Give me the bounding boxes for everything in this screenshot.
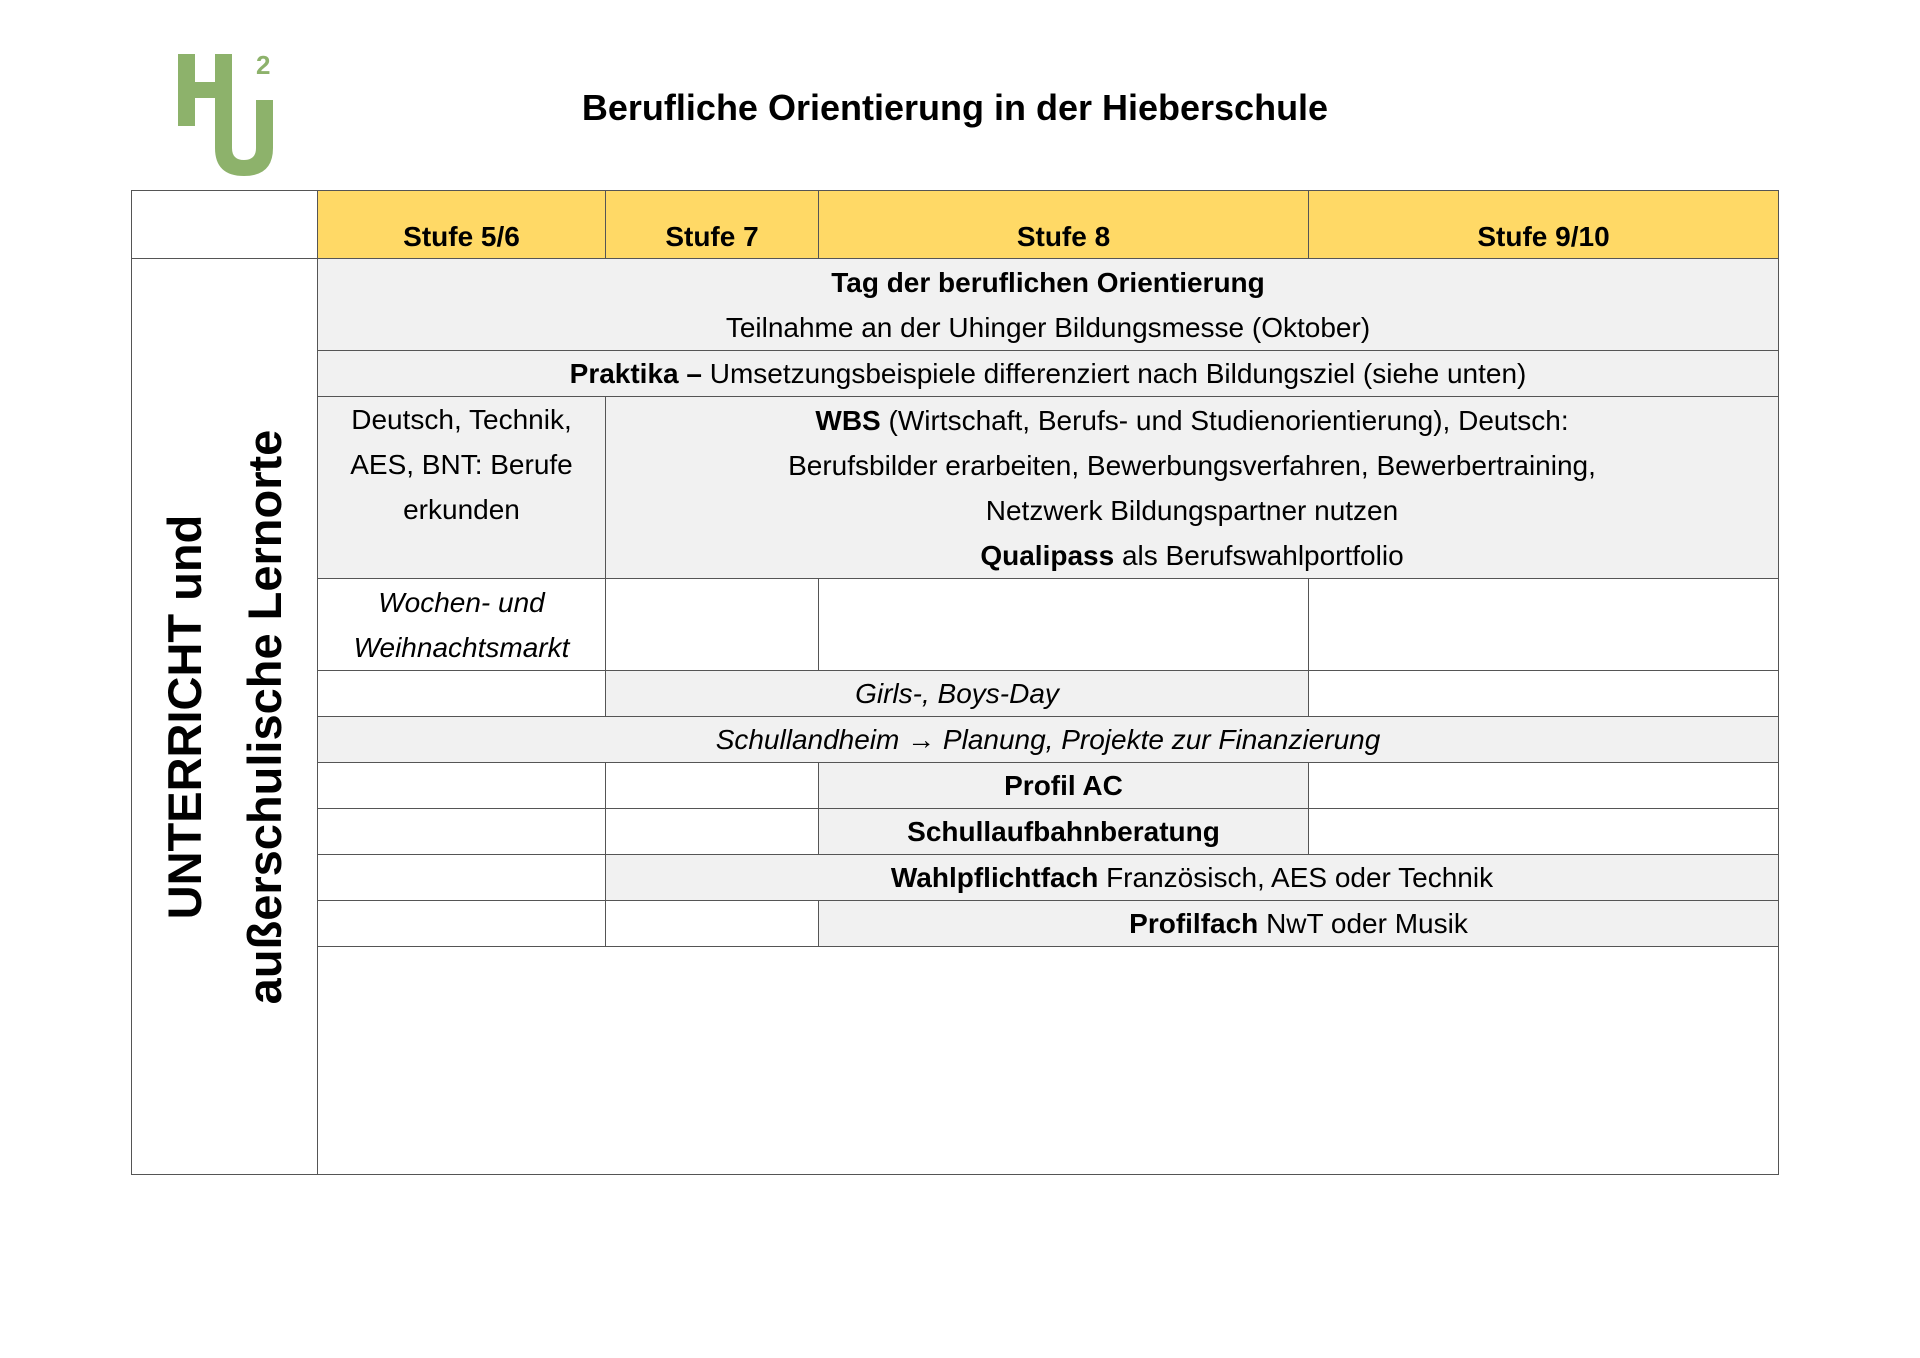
empty-cell (318, 763, 606, 809)
wbs-line1: (Wirtschaft, Berufs- und Studienorientierung), Deutsch: (880, 404, 1569, 436)
empty-cell (1309, 579, 1779, 671)
table-row (132, 947, 1779, 1175)
girls-boys-day-cell: Girls-, Boys-Day (606, 671, 1309, 717)
empty-cell (318, 671, 606, 717)
profilfach-text: NwT oder Musik (1258, 908, 1468, 939)
header-stage-8: Stufe 8 (819, 191, 1309, 259)
svg-text:2: 2 (256, 50, 271, 80)
tag-subtitle: Teilnahme an der Uhinger Bildungsmesse (Oktober) (725, 311, 1371, 343)
empty-cell (1309, 671, 1779, 717)
side-label (145, 429, 305, 1004)
wahlpflicht-bold: Wahlpflichtfach (890, 862, 1099, 893)
markt-line1: Wochen- und (378, 586, 545, 618)
schullandheim-part2: Planung, Projekte zur Finanzierung (935, 724, 1381, 755)
profilfach-cell (819, 901, 1779, 947)
wbs-line4: als Berufswahlportfolio (1114, 539, 1404, 571)
schullandheim-part1: Schullandheim (715, 724, 908, 755)
school-logo (175, 48, 280, 178)
empty-cell (1309, 809, 1779, 855)
schullaufbahnberatung-cell: Schullaufbahnberatung (819, 809, 1309, 855)
wbs-line2: Berufsbilder erarbeiten, Bewerbungsverfahren, Bewerbertraining, (788, 449, 1596, 481)
side-label-cell (132, 259, 318, 1175)
header-row (132, 191, 1779, 259)
orientation-table (131, 190, 1779, 1175)
table-row (132, 717, 1779, 763)
qualipass-bold: Qualipass (980, 539, 1115, 571)
empty-cell (318, 947, 1779, 1175)
praktika-cell (318, 351, 1779, 397)
empty-cell (606, 763, 819, 809)
table-row (132, 259, 1779, 351)
empty-cell (1309, 763, 1779, 809)
markt-cell (318, 579, 606, 671)
subjects-line3: erkunden (403, 494, 520, 525)
table-row (132, 809, 1779, 855)
markt-line2: Weihnachtsmarkt (353, 631, 570, 663)
page-title: Berufliche Orientierung in der Hieberschule (581, 87, 1329, 128)
header-stage-7: Stufe 7 (606, 191, 819, 259)
subjects-line2: AES, BNT: Berufe (350, 449, 573, 480)
subjects-5-6-cell (318, 397, 606, 579)
header-stage-9-10: Stufe 9/10 (1309, 191, 1779, 259)
side-label-line2: außerschulische Lernorte (237, 429, 291, 1004)
wbs-bold: WBS (815, 404, 881, 436)
schullandheim-cell (318, 717, 1779, 763)
praktika-bold: Praktika – (569, 358, 702, 389)
subjects-line1: Deutsch, Technik, (351, 404, 572, 435)
empty-cell (606, 579, 819, 671)
tag-der-orientierung-cell (318, 259, 1779, 351)
side-label-line1: UNTERRICHT und (157, 514, 211, 919)
profilfach-bold: Profilfach (1129, 908, 1259, 939)
table-row (132, 901, 1779, 947)
empty-cell (819, 579, 1309, 671)
table-row (132, 397, 1779, 579)
header-stage-5-6: Stufe 5/6 (318, 191, 606, 259)
empty-cell (606, 901, 819, 947)
praktika-text: Umsetzungsbeispiele differenziert nach Bildungsziel (siehe unten) (701, 358, 1527, 389)
header-corner (132, 191, 318, 259)
empty-cell (318, 855, 606, 901)
table-row (132, 763, 1779, 809)
table-row (132, 579, 1779, 671)
empty-cell (318, 901, 606, 947)
empty-cell (606, 809, 819, 855)
wahlpflicht-text: Französisch, AES oder Technik (1098, 862, 1494, 893)
empty-cell (318, 809, 606, 855)
profil-ac-cell: Profil AC (819, 763, 1309, 809)
table-row (132, 855, 1779, 901)
table-row (132, 671, 1779, 717)
tag-title: Tag der beruflichen Orientierung (831, 266, 1265, 298)
wbs-cell (606, 397, 1779, 579)
table-row (132, 351, 1779, 397)
arrow-right-icon: → (907, 724, 936, 755)
wbs-line3: Netzwerk Bildungspartner nutzen (985, 494, 1399, 526)
wahlpflichtfach-cell (606, 855, 1779, 901)
